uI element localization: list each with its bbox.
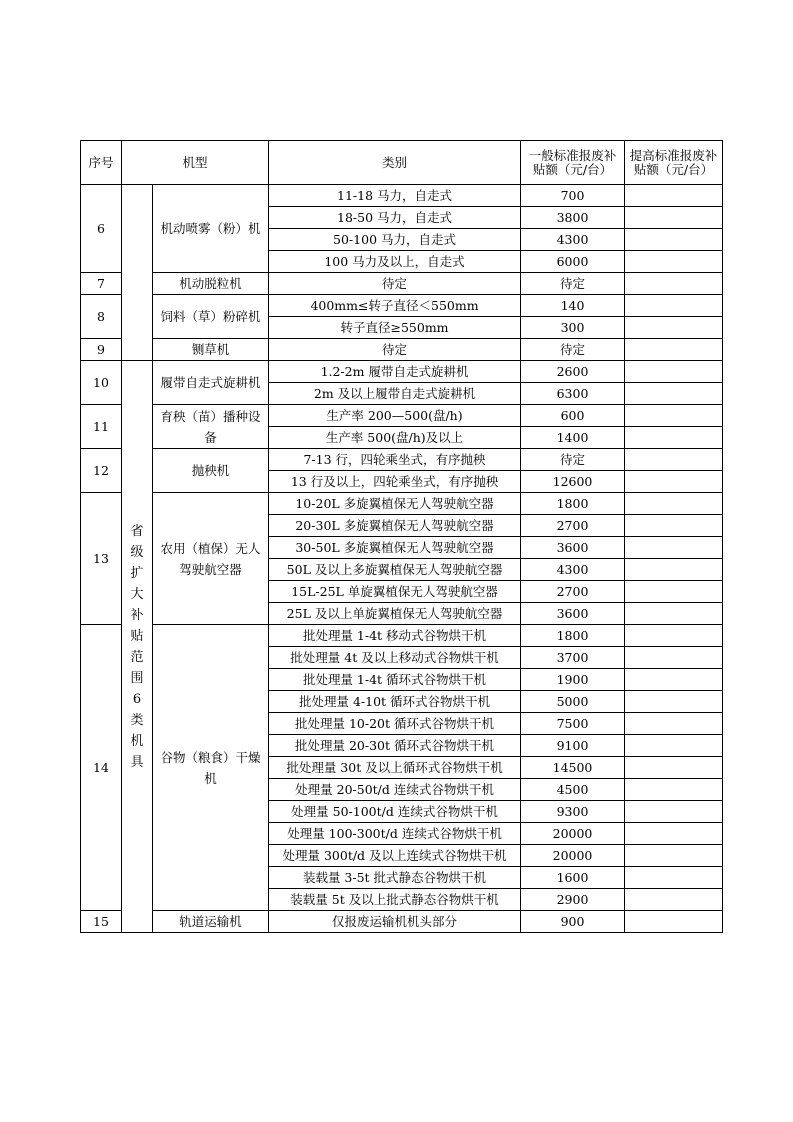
std-subsidy-cell: 140 <box>521 295 625 317</box>
high-subsidy-cell <box>625 537 723 559</box>
row-number: 14 <box>81 625 122 911</box>
high-subsidy-cell <box>625 603 723 625</box>
machine-name: 农用（植保）无人驾驶航空器 <box>153 493 269 625</box>
category-cell: 转子直径≥550mm <box>269 317 521 339</box>
row-number: 13 <box>81 493 122 625</box>
header-model: 机型 <box>122 141 269 185</box>
category-cell: 处理量 300t/d 及以上连续式谷物烘干机 <box>269 845 521 867</box>
category-cell: 批处理量 1-4t 循环式谷物烘干机 <box>269 669 521 691</box>
scope-cell <box>122 361 153 933</box>
std-subsidy-cell: 2900 <box>521 889 625 911</box>
category-cell: 50-100 马力，自走式 <box>269 229 521 251</box>
table-row <box>81 339 723 361</box>
high-subsidy-cell <box>625 185 723 207</box>
machine-name: 饲料（草）粉碎机 <box>153 295 269 339</box>
high-subsidy-cell <box>625 383 723 405</box>
category-cell: 400mm≤转子直径＜550mm <box>269 295 521 317</box>
std-subsidy-cell: 3600 <box>521 603 625 625</box>
category-cell: 11-18 马力，自走式 <box>269 185 521 207</box>
table-row <box>81 405 723 427</box>
high-subsidy-cell <box>625 229 723 251</box>
category-cell: 15L-25L 单旋翼植保无人驾驶航空器 <box>269 581 521 603</box>
high-subsidy-cell <box>625 251 723 273</box>
high-subsidy-cell <box>625 735 723 757</box>
row-number: 6 <box>81 185 122 273</box>
table-row <box>81 625 723 647</box>
machine-name: 机动喷雾（粉）机 <box>153 185 269 273</box>
std-subsidy-cell: 12600 <box>521 471 625 493</box>
std-subsidy-cell: 14500 <box>521 757 625 779</box>
category-cell: 20-30L 多旋翼植保无人驾驶航空器 <box>269 515 521 537</box>
header-high-subsidy: 提高标准报废补贴额（元/台） <box>625 141 723 185</box>
row-number: 11 <box>81 405 122 449</box>
std-subsidy-cell: 20000 <box>521 823 625 845</box>
std-subsidy-cell: 900 <box>521 911 625 933</box>
category-cell: 25L 及以上单旋翼植保无人驾驶航空器 <box>269 603 521 625</box>
machine-name: 履带自走式旋耕机 <box>153 361 269 405</box>
header-no: 序号 <box>81 141 122 185</box>
category-cell: 50L 及以上多旋翼植保无人驾驶航空器 <box>269 559 521 581</box>
high-subsidy-cell <box>625 625 723 647</box>
machine-name: 机动脱粒机 <box>153 273 269 295</box>
subsidy-table <box>80 140 723 933</box>
high-subsidy-cell <box>625 273 723 295</box>
table-row <box>81 295 723 317</box>
std-subsidy-cell: 2700 <box>521 515 625 537</box>
category-cell: 30-50L 多旋翼植保无人驾驶航空器 <box>269 537 521 559</box>
high-subsidy-cell <box>625 581 723 603</box>
std-subsidy-cell: 3800 <box>521 207 625 229</box>
category-cell: 处理量 100-300t/d 连续式谷物烘干机 <box>269 823 521 845</box>
high-subsidy-cell <box>625 339 723 361</box>
std-subsidy-cell: 待定 <box>521 449 625 471</box>
category-cell: 批处理量 10-20t 循环式谷物烘干机 <box>269 713 521 735</box>
category-cell: 10-20L 多旋翼植保无人驾驶航空器 <box>269 493 521 515</box>
machine-name: 铡草机 <box>153 339 269 361</box>
std-subsidy-cell: 1900 <box>521 669 625 691</box>
machine-name: 育秧（苗）播种设备 <box>153 405 269 449</box>
std-subsidy-cell: 4500 <box>521 779 625 801</box>
table-row <box>81 911 723 933</box>
header-category: 类别 <box>269 141 521 185</box>
high-subsidy-cell <box>625 647 723 669</box>
row-number: 15 <box>81 911 122 933</box>
std-subsidy-cell: 2600 <box>521 361 625 383</box>
header-std-subsidy: 一般标准报废补贴额（元/台） <box>521 141 625 185</box>
high-subsidy-cell <box>625 207 723 229</box>
high-subsidy-cell <box>625 823 723 845</box>
table-body <box>81 141 723 933</box>
std-subsidy-cell: 9100 <box>521 735 625 757</box>
high-subsidy-cell <box>625 757 723 779</box>
high-subsidy-cell <box>625 361 723 383</box>
category-cell: 批处理量 1-4t 移动式谷物烘干机 <box>269 625 521 647</box>
category-cell: 处理量 20-50t/d 连续式谷物烘干机 <box>269 779 521 801</box>
category-cell: 批处理量 30t 及以上循环式谷物烘干机 <box>269 757 521 779</box>
category-cell: 生产率 500(盘/h)及以上 <box>269 427 521 449</box>
std-subsidy-cell: 700 <box>521 185 625 207</box>
scope-cell-blank <box>122 185 153 361</box>
category-cell: 1.2-2m 履带自走式旋耕机 <box>269 361 521 383</box>
std-subsidy-cell: 1800 <box>521 493 625 515</box>
high-subsidy-cell <box>625 867 723 889</box>
high-subsidy-cell <box>625 889 723 911</box>
category-cell: 100 马力及以上，自走式 <box>269 251 521 273</box>
std-subsidy-cell: 4300 <box>521 559 625 581</box>
std-subsidy-cell: 4300 <box>521 229 625 251</box>
table-row <box>81 361 723 383</box>
std-subsidy-cell: 6300 <box>521 383 625 405</box>
std-subsidy-cell: 600 <box>521 405 625 427</box>
std-subsidy-cell: 9300 <box>521 801 625 823</box>
category-cell: 13 行及以上，四轮乘坐式，有序抛秧 <box>269 471 521 493</box>
high-subsidy-cell <box>625 295 723 317</box>
high-subsidy-cell <box>625 779 723 801</box>
std-subsidy-cell: 3700 <box>521 647 625 669</box>
std-subsidy-cell: 待定 <box>521 273 625 295</box>
table-row <box>81 493 723 515</box>
table-row <box>81 449 723 471</box>
category-cell: 仅报废运输机机头部分 <box>269 911 521 933</box>
machine-name: 抛秧机 <box>153 449 269 493</box>
row-number: 8 <box>81 295 122 339</box>
category-cell: 装载量 3-5t 批式静态谷物烘干机 <box>269 867 521 889</box>
category-cell: 批处理量 4-10t 循环式谷物烘干机 <box>269 691 521 713</box>
high-subsidy-cell <box>625 405 723 427</box>
std-subsidy-cell: 6000 <box>521 251 625 273</box>
high-subsidy-cell <box>625 317 723 339</box>
high-subsidy-cell <box>625 669 723 691</box>
high-subsidy-cell <box>625 801 723 823</box>
category-cell: 7-13 行，四轮乘坐式，有序抛秧 <box>269 449 521 471</box>
std-subsidy-cell: 7500 <box>521 713 625 735</box>
category-cell: 处理量 50-100t/d 连续式谷物烘干机 <box>269 801 521 823</box>
header-row <box>81 141 723 185</box>
std-subsidy-cell: 1800 <box>521 625 625 647</box>
category-cell: 批处理量 20-30t 循环式谷物烘干机 <box>269 735 521 757</box>
category-cell: 生产率 200—500(盘/h) <box>269 405 521 427</box>
high-subsidy-cell <box>625 515 723 537</box>
category-cell: 待定 <box>269 339 521 361</box>
std-subsidy-cell: 1600 <box>521 867 625 889</box>
scope-label: 省级扩大补贴范围6类机具 <box>130 523 144 770</box>
machine-name: 谷物（粮食）干燥机 <box>153 625 269 911</box>
std-subsidy-cell: 20000 <box>521 845 625 867</box>
high-subsidy-cell <box>625 691 723 713</box>
std-subsidy-cell: 3600 <box>521 537 625 559</box>
row-number: 7 <box>81 273 122 295</box>
row-number: 10 <box>81 361 122 405</box>
std-subsidy-cell: 2700 <box>521 581 625 603</box>
machine-name: 轨道运输机 <box>153 911 269 933</box>
high-subsidy-cell <box>625 713 723 735</box>
std-subsidy-cell: 1400 <box>521 427 625 449</box>
std-subsidy-cell: 300 <box>521 317 625 339</box>
high-subsidy-cell <box>625 471 723 493</box>
row-number: 12 <box>81 449 122 493</box>
category-cell: 装载量 5t 及以上批式静态谷物烘干机 <box>269 889 521 911</box>
std-subsidy-cell: 5000 <box>521 691 625 713</box>
table-row <box>81 185 723 207</box>
std-subsidy-cell: 待定 <box>521 339 625 361</box>
high-subsidy-cell <box>625 493 723 515</box>
high-subsidy-cell <box>625 449 723 471</box>
table-row <box>81 273 723 295</box>
category-cell: 批处理量 4t 及以上移动式谷物烘干机 <box>269 647 521 669</box>
row-number: 9 <box>81 339 122 361</box>
high-subsidy-cell <box>625 427 723 449</box>
high-subsidy-cell <box>625 911 723 933</box>
category-cell: 待定 <box>269 273 521 295</box>
category-cell: 18-50 马力，自走式 <box>269 207 521 229</box>
category-cell: 2m 及以上履带自走式旋耕机 <box>269 383 521 405</box>
high-subsidy-cell <box>625 845 723 867</box>
high-subsidy-cell <box>625 559 723 581</box>
